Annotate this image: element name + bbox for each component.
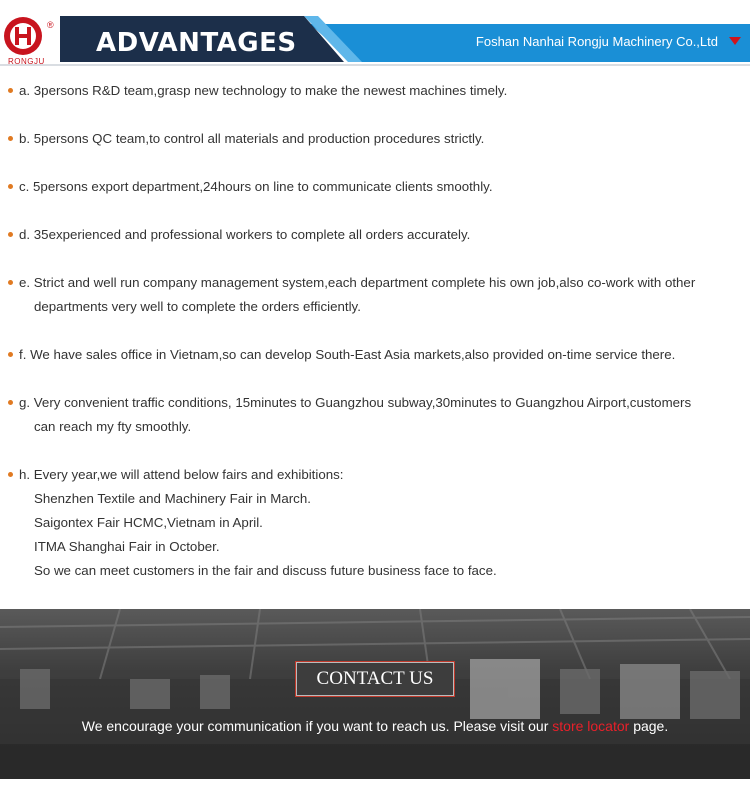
list-item-text: So we can meet customers in the fair and discuss future business face to face. bbox=[34, 563, 497, 578]
section-header bbox=[0, 0, 750, 66]
list-item-text: h. Every year,we will attend below fairs and exhibitions: bbox=[19, 467, 344, 482]
list-item-text: departments very well to complete the orders efficiently. bbox=[34, 299, 361, 314]
contact-text-after: page. bbox=[629, 718, 669, 734]
store-locator-link[interactable]: store locator bbox=[552, 718, 630, 734]
list-item-text: f. We have sales office in Vietnam,so can develop South-East Asia markets,also provided on-time service there. bbox=[19, 347, 676, 362]
list-item-text: d. 35experienced and professional workers to complete all orders accurately. bbox=[19, 227, 471, 242]
bullet-icon bbox=[8, 352, 13, 357]
bullet-icon bbox=[8, 184, 13, 189]
contact-text-before: We encourage your communication if you want to reach us. Please visit our bbox=[81, 718, 553, 734]
list-item-text: e. Strict and well run company management system,each department complete his own job,also co-work with other bbox=[19, 275, 696, 290]
list-item-text: b. 5persons QC team,to control all materials and production procedures strictly. bbox=[19, 131, 485, 146]
contact-section bbox=[0, 609, 750, 779]
list-item-text: Saigontex Fair HCMC,Vietnam in April. bbox=[34, 515, 263, 530]
bullet-icon bbox=[8, 232, 13, 237]
triangle-down-icon[interactable] bbox=[729, 37, 741, 45]
list-item-text: ITMA Shanghai Fair in October. bbox=[34, 539, 220, 554]
bullet-icon bbox=[8, 280, 13, 285]
bullet-icon bbox=[8, 472, 13, 477]
company-name: Foshan Nanhai Rongju Machinery Co.,Ltd bbox=[475, 34, 718, 49]
bullet-icon bbox=[8, 88, 13, 93]
registered-mark: ® bbox=[47, 20, 54, 30]
list-item-text: Shenzhen Textile and Machinery Fair in March. bbox=[34, 491, 311, 506]
logo-text: RONGJU bbox=[8, 57, 45, 66]
contact-message bbox=[0, 718, 750, 734]
contact-us-button[interactable]: CONTACT US bbox=[296, 662, 454, 696]
section-title: ADVANTAGES bbox=[96, 28, 297, 58]
list-item-text: a. 3persons R&D team,grasp new technology to make the newest machines timely. bbox=[19, 83, 508, 98]
bullet-icon bbox=[8, 400, 13, 405]
list-item-text: c. 5persons export department,24hours on line to communicate clients smoothly. bbox=[19, 179, 493, 194]
list-item-text: g. Very convenient traffic conditions, 15minutes to Guangzhou subway,30minutes to Guangzhou Airport,customers bbox=[19, 395, 692, 410]
bullet-icon bbox=[8, 136, 13, 141]
list-item-text: can reach my fty smoothly. bbox=[34, 419, 192, 434]
